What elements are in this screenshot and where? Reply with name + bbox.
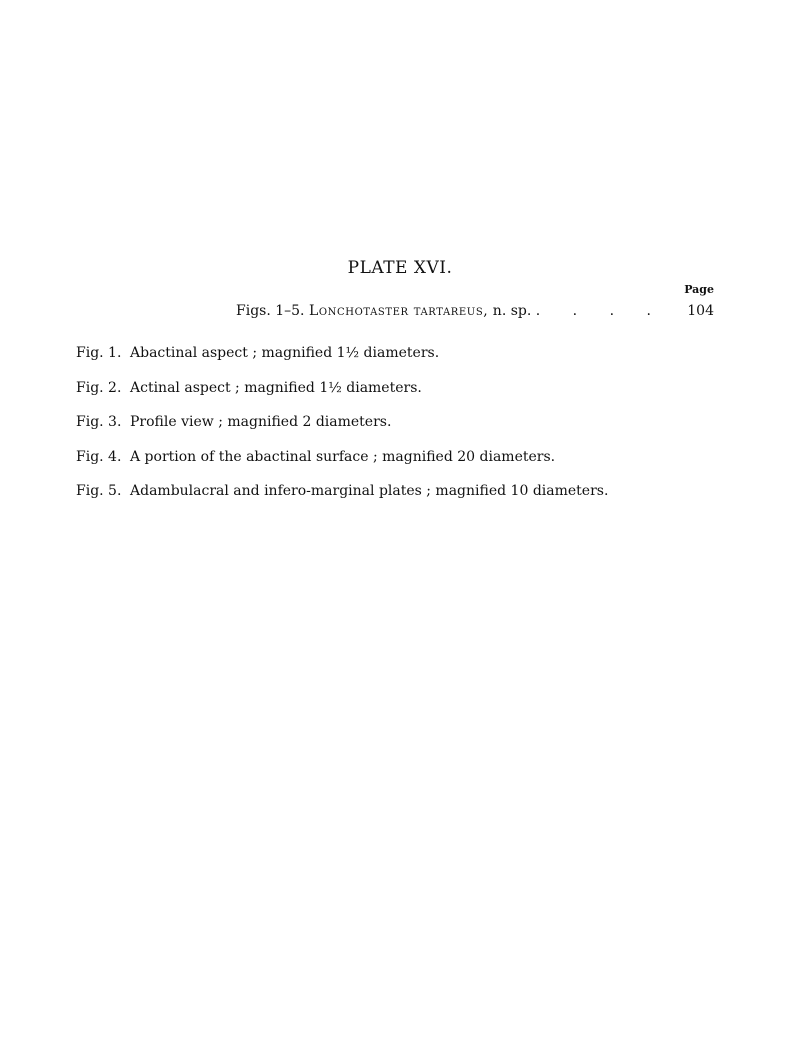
figure-number: Fig. 3. <box>76 414 122 430</box>
plate-title: PLATE XVI. <box>347 258 453 278</box>
figure-caption-text: A portion of the abactinal surface ; magnified 20 diameters. <box>130 448 556 465</box>
figure-caption-text: Abactinal aspect ; magnified 1½ diameters. <box>130 345 440 361</box>
figure-caption-list <box>76 343 736 516</box>
figure-caption-text: Actinal aspect ; magnified 1½ diameters. <box>130 379 422 396</box>
figure-caption-item <box>76 378 736 413</box>
species-suffix: n. sp. <box>492 303 532 319</box>
figure-caption-text: Adambulacral and infero-marginal plates ; magnified 10 diameters. <box>130 483 609 499</box>
species-name: Lonchotaster tartareus, <box>308 303 489 319</box>
figure-number: Fig. 4. <box>76 448 122 465</box>
figure-number: Fig. 5. <box>76 483 122 499</box>
figure-caption-item <box>76 412 736 447</box>
figs-range: Figs. 1–5. <box>236 303 305 319</box>
figure-caption-item <box>76 343 736 378</box>
page-column-label: Page <box>684 283 714 296</box>
figure-caption-item <box>76 481 736 516</box>
dot-leaders: . . . . <box>535 303 665 319</box>
figure-number: Fig. 2. <box>76 379 122 396</box>
figure-caption-text: Profile view ; magnified 2 diameters. <box>130 414 392 430</box>
page-number: 104 <box>687 303 714 319</box>
figure-caption-item <box>76 447 736 482</box>
figs-reference-line <box>236 303 714 319</box>
figure-number: Fig. 1. <box>76 345 122 361</box>
